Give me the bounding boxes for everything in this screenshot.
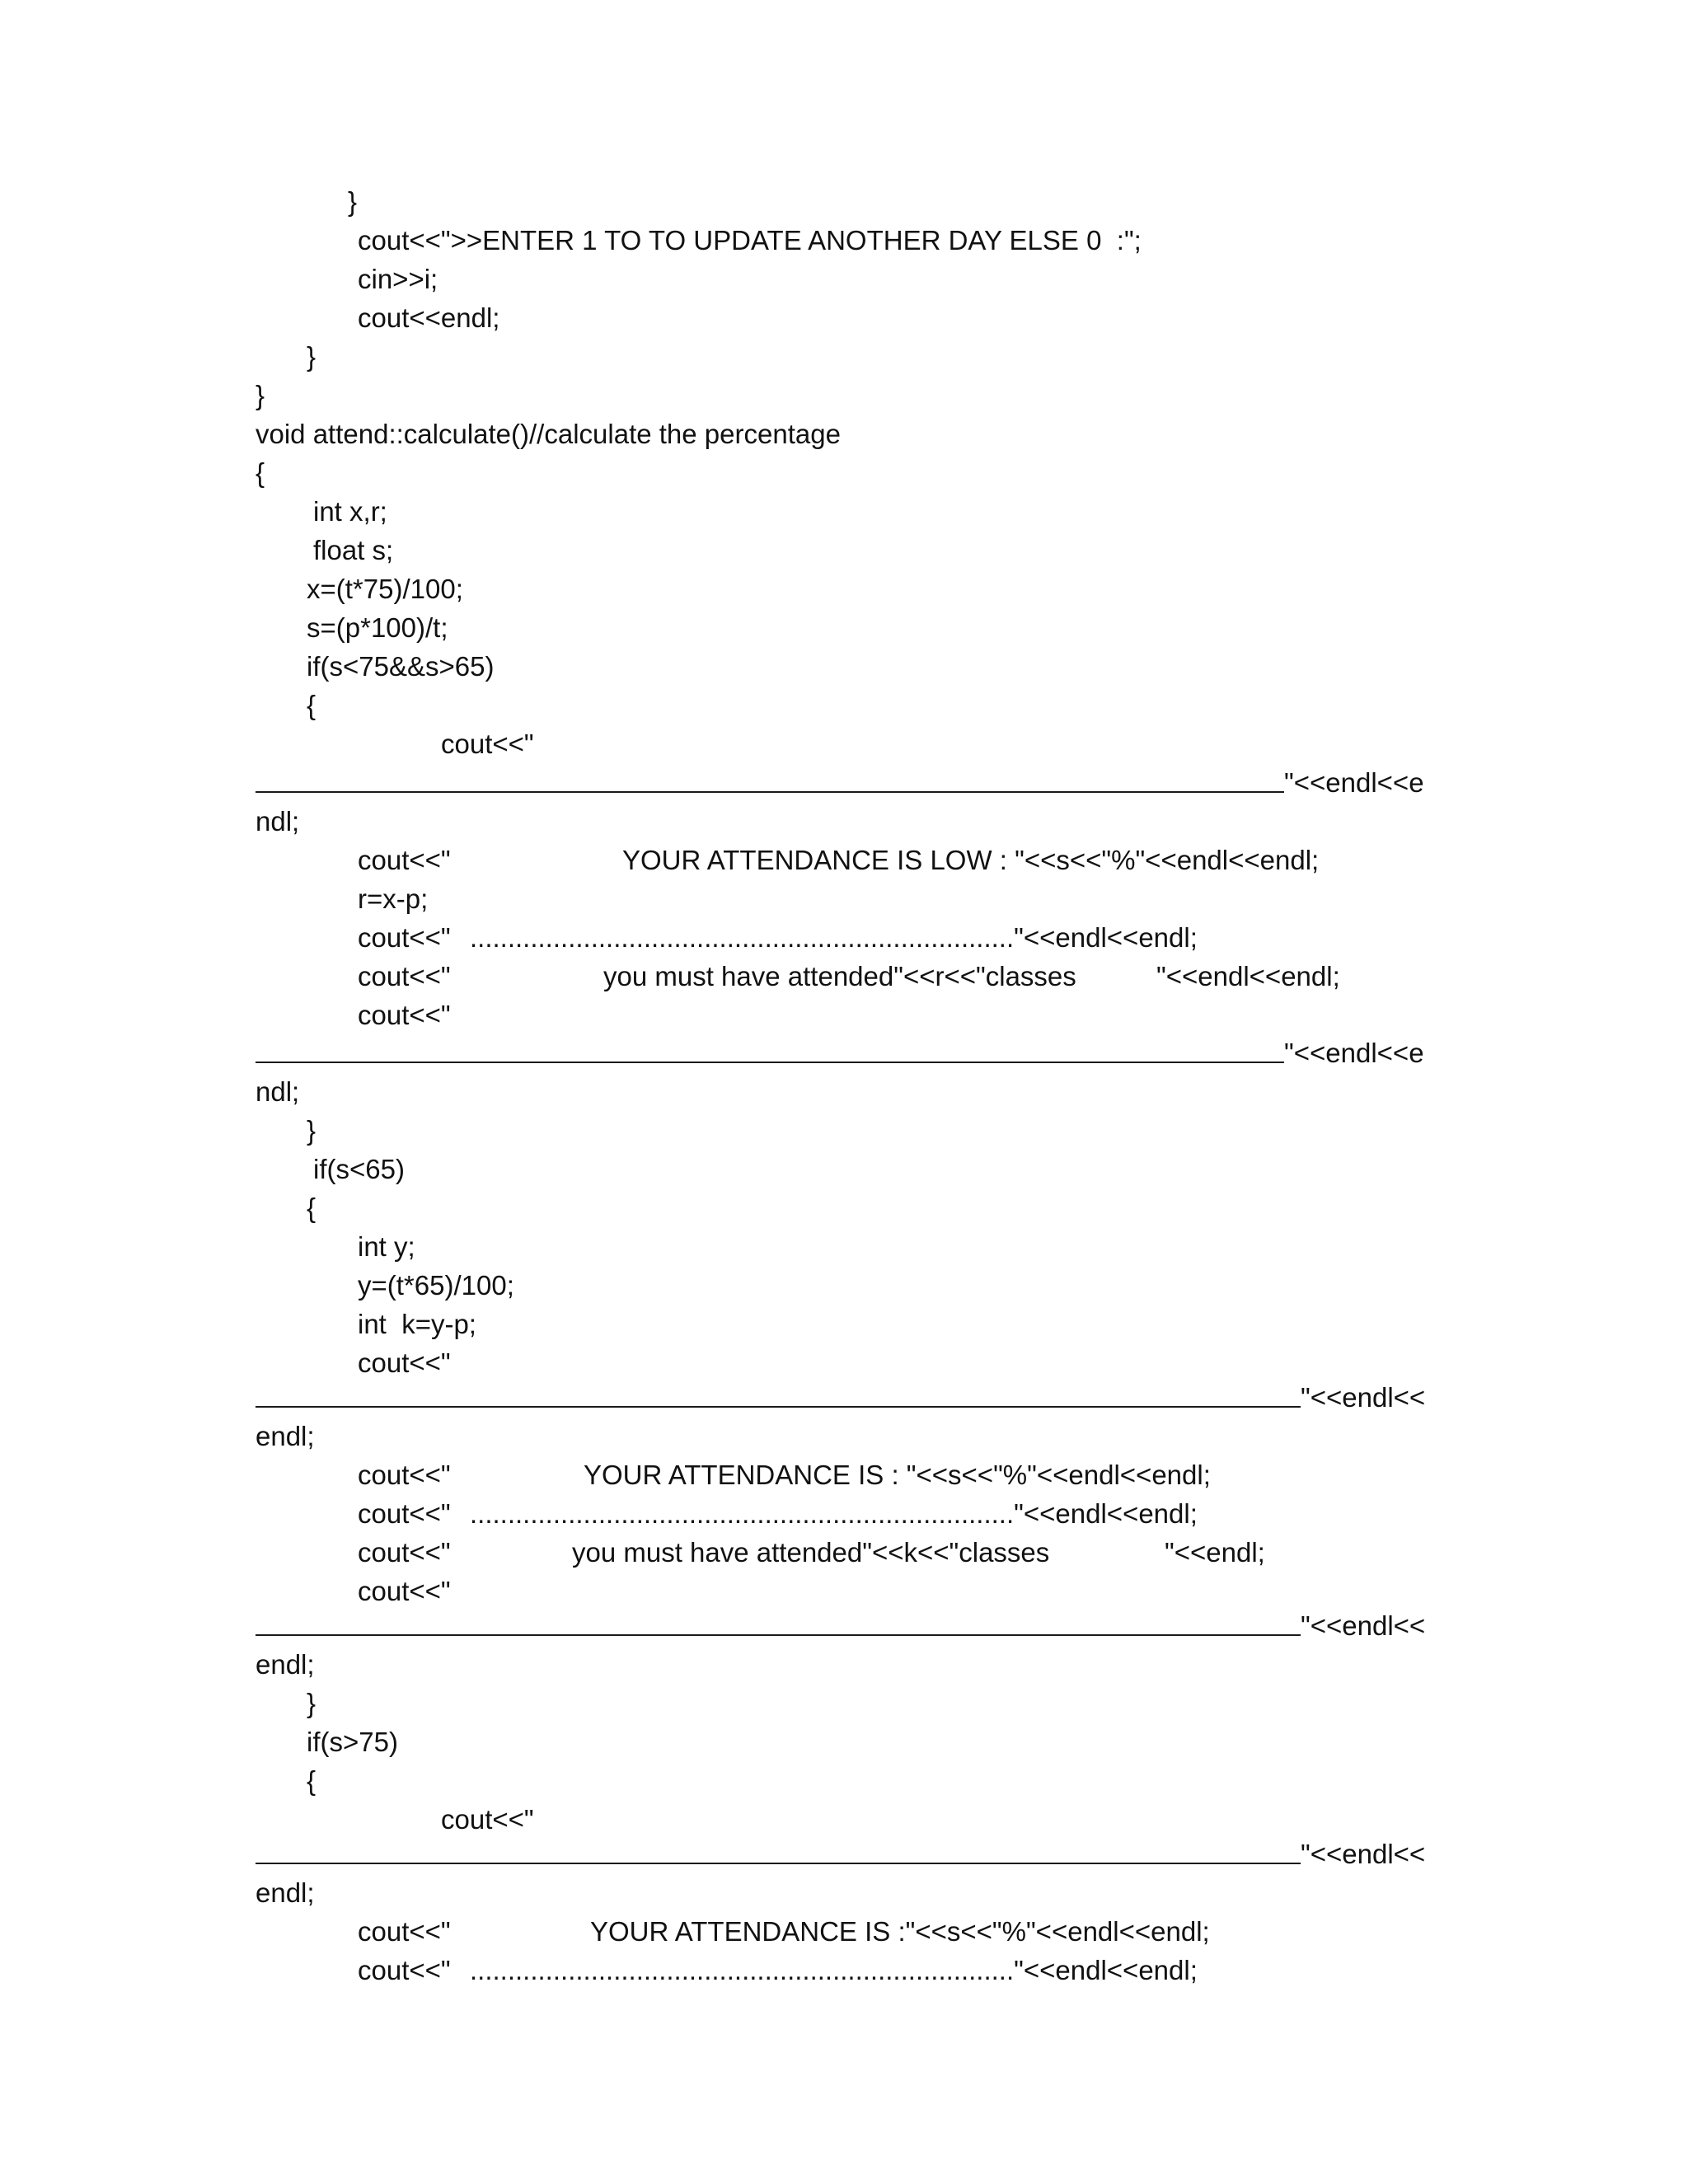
code-line: cout<<": [441, 729, 534, 759]
code-line: "<<endl<<: [1301, 1839, 1426, 1869]
code-line: cout<<": [358, 1347, 451, 1378]
code-line: {: [307, 690, 316, 720]
underline-rule: [256, 1406, 1301, 1408]
code-line: cout<<">>ENTER 1 TO TO UPDATE ANOTHER DAY ELSE 0 :";: [358, 225, 1142, 255]
code-line: ........................................................................"<<endl<<endl;: [470, 1498, 1198, 1529]
code-line: cout<<": [358, 1460, 451, 1490]
code-line: endl;: [256, 1649, 315, 1680]
code-line: }: [307, 1115, 316, 1146]
code-line: if(s<75&&s>65): [307, 651, 495, 682]
code-line: int x,r;: [313, 496, 387, 527]
code-line: ........................................................................"<<endl<<endl;: [470, 922, 1198, 953]
code-line: "<<endl;: [1165, 1537, 1265, 1568]
code-line: void attend::calculate()//calculate the percentage: [256, 419, 841, 449]
code-line: cout<<": [358, 1498, 451, 1529]
code-line: ndl;: [256, 806, 300, 837]
code-line: cout<<": [358, 1576, 451, 1606]
code-line: endl;: [256, 1877, 315, 1908]
code-line: cout<<": [358, 1955, 451, 1985]
code-line: y=(t*65)/100;: [358, 1270, 514, 1301]
code-line: }: [307, 1688, 316, 1718]
code-line: {: [307, 1193, 316, 1223]
code-line: r=x-p;: [358, 883, 429, 914]
code-line: "<<endl<<: [1301, 1382, 1426, 1413]
code-line: ........................................................................"<<endl<<endl;: [470, 1955, 1198, 1985]
code-line: cout<<": [358, 845, 451, 875]
code-line: s=(p*100)/t;: [307, 612, 448, 643]
underline-rule: [256, 1062, 1284, 1063]
code-line: cout<<": [358, 922, 451, 953]
code-line: "<<endl<<: [1301, 1610, 1426, 1641]
code-line: cout<<": [441, 1804, 534, 1835]
code-line: you must have attended"<<k<<"classes: [572, 1537, 1050, 1568]
code-line: x=(t*75)/100;: [307, 574, 463, 604]
code-line: cout<<": [358, 1000, 451, 1030]
underline-rule: [256, 1634, 1301, 1636]
code-line: cout<<": [358, 961, 451, 991]
underline-rule: [256, 1863, 1301, 1864]
code-line: you must have attended"<<r<<"classes: [603, 961, 1076, 991]
code-line: "<<endl<<endl;: [1156, 961, 1340, 991]
code-line: cin>>i;: [358, 264, 438, 294]
code-line: }: [256, 380, 265, 410]
code-line: endl;: [256, 1421, 315, 1451]
code-line: ndl;: [256, 1076, 300, 1107]
code-line: }: [348, 186, 358, 217]
code-line: int k=y-p;: [358, 1309, 476, 1339]
underline-rule: [256, 791, 1284, 793]
code-line: cout<<": [358, 1537, 451, 1568]
code-line: if(s>75): [307, 1727, 398, 1757]
code-line: YOUR ATTENDANCE IS :"<<s<<"%"<<endl<<endl;: [590, 1916, 1210, 1947]
code-line: cout<<endl;: [358, 302, 500, 333]
code-line: "<<endl<<e: [1284, 767, 1424, 798]
code-line: }: [307, 341, 316, 372]
code-line: {: [256, 457, 265, 488]
code-line: if(s<65): [313, 1154, 405, 1184]
code-line: int y;: [358, 1231, 415, 1262]
code-line: {: [307, 1765, 316, 1796]
code-line: "<<endl<<e: [1284, 1038, 1424, 1068]
code-line: YOUR ATTENDANCE IS : "<<s<<"%"<<endl<<endl;: [584, 1460, 1211, 1490]
code-line: float s;: [313, 535, 394, 565]
code-line: YOUR ATTENDANCE IS LOW : "<<s<<"%"<<endl<<endl;: [622, 845, 1320, 875]
code-line: cout<<": [358, 1916, 451, 1947]
